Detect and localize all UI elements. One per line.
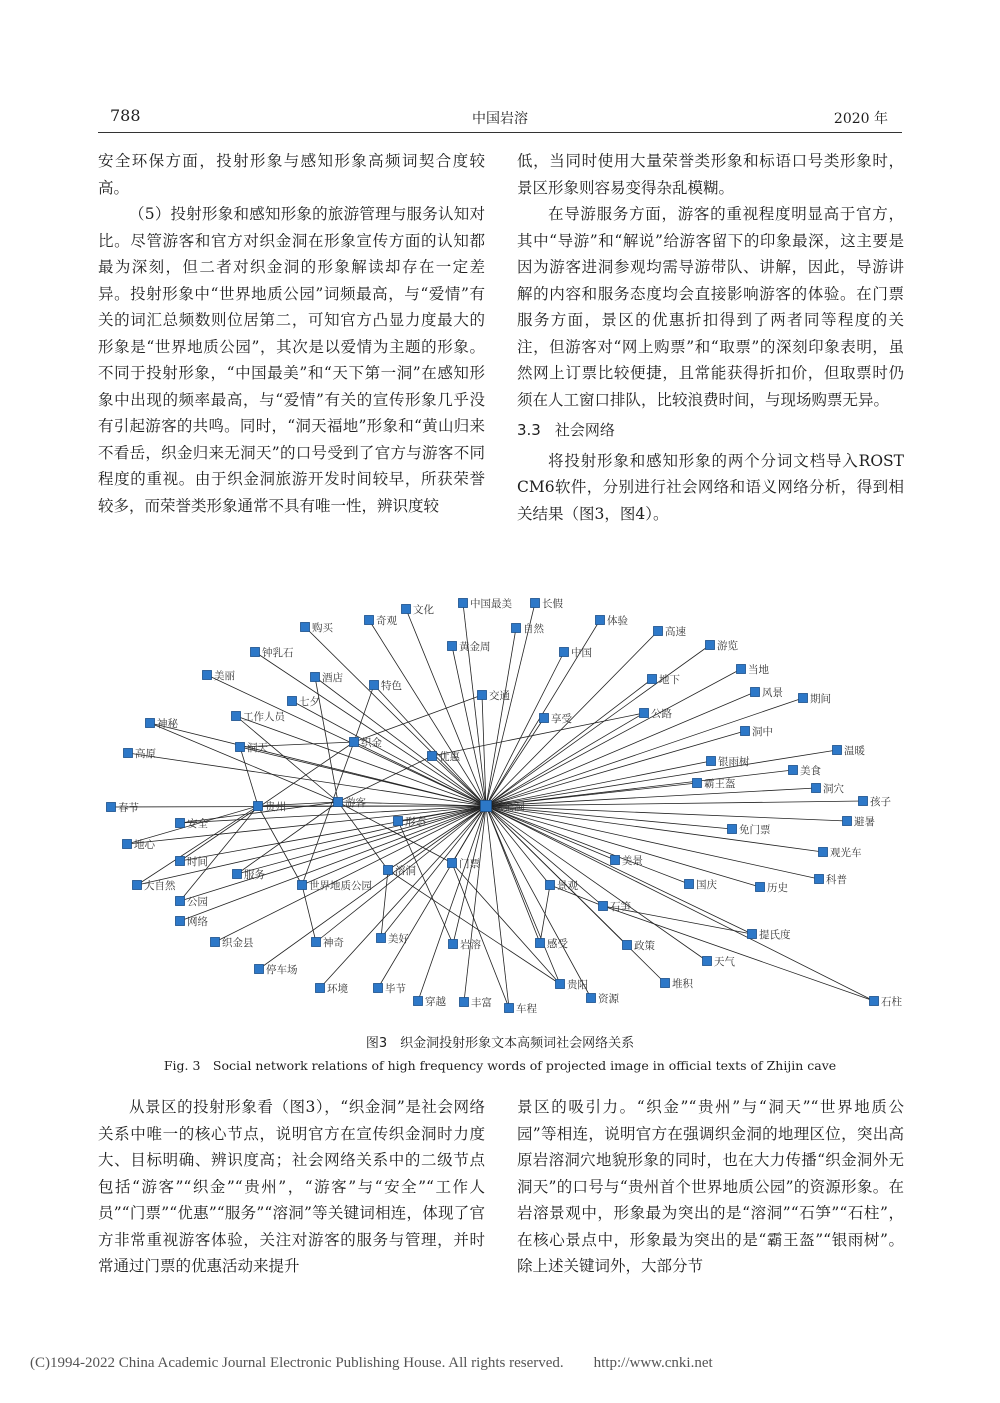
network-node-label: 酒店: [322, 672, 343, 684]
network-node-marker: [124, 749, 133, 758]
network-edge: [486, 801, 863, 806]
network-node: [748, 928, 791, 941]
page-header: [98, 104, 902, 133]
network-node-marker: [640, 709, 649, 718]
network-node-marker: [661, 979, 670, 988]
network-node-label: 奇观: [376, 615, 397, 627]
network-edge: [255, 652, 486, 806]
right-column-bottom: [517, 1094, 904, 1280]
network-node-label: 体验: [607, 615, 628, 627]
network-node-marker: [703, 957, 712, 966]
network-edge: [128, 753, 486, 806]
left-column-bottom: [98, 1094, 485, 1280]
network-edge: [354, 685, 374, 742]
network-node-label: 文化: [413, 604, 434, 616]
network-node-label: 堆积: [672, 978, 693, 990]
network-node-label: 美丽: [214, 670, 235, 682]
paragraph: 低，当同时使用大量荣誉类形象和标语口号类形象时，景区形象则容易变得杂乱模糊。: [517, 152, 904, 197]
network-node-label: 毕节: [385, 983, 406, 995]
network-node-label: 黄金周: [459, 641, 491, 653]
copyright: (C)1994-2022 China Academic Journal Electronic Publishing House. All rights reserved.: [30, 1355, 564, 1371]
network-edge: [486, 806, 591, 998]
social-network-figure: [98, 588, 908, 1028]
network-node-marker: [384, 866, 393, 875]
network-node: [556, 978, 589, 991]
network-node-label: 穿越: [425, 996, 446, 1008]
network-node-label: 科普: [826, 874, 847, 886]
network-edge: [207, 675, 486, 806]
paragraph: 从景区的投射形象看（图3），“织金洞”是社会网络关系中唯一的核心节点，说明官方在宣传织金洞时力度大、目标明确、辨识度高；社会网络关系中的二级节点包括“游客”“织金”“贵州”，“游客”与“安全”“工作人员”“门票”“优惠”“服务”“溶洞”等关键词相连，体现了官方非常重视游客体验，关注对游客的服务与管理，并时常通过门票的优惠活动来提升: [98, 1098, 485, 1275]
network-node: [661, 977, 694, 990]
network-node-marker: [540, 714, 549, 723]
network-edge: [540, 885, 550, 943]
network-node: [370, 679, 403, 692]
network-node-label: 门票: [459, 858, 480, 870]
network-node: [232, 710, 287, 723]
network-node-marker: [211, 938, 220, 947]
paragraph: 景区的吸引力。“织金”“贵州”与“洞天”“世界地质公园”等相连，说明官方在强调织金洞的地理区位，突出高原岩溶洞穴地貌形象的同时，也在大力传播“织金洞外无洞天”的口号与“贵州首个世界地质公园”的资源形象。在岩溶景观中，形象最为突出的是“溶洞”“石笋”“石柱”，在核心景点中，形象最为突出的是“霸王盔”“银雨树”。除上述关键词外，大部分节: [517, 1098, 904, 1275]
network-node-label: 享受: [551, 713, 572, 725]
network-node-marker: [394, 817, 403, 826]
network-node-label: 七夕: [299, 696, 320, 708]
network-node-marker: [693, 779, 702, 788]
network-edge: [315, 677, 486, 806]
network-node-label: 安全: [187, 818, 208, 830]
network-node-marker: [301, 623, 310, 632]
network-node-marker: [176, 917, 185, 926]
network-node-label: 岩溶: [460, 939, 481, 951]
network-node-marker: [107, 803, 116, 812]
journal-name: 中国岩溶: [472, 111, 528, 127]
network-node-label: 贵阳: [567, 979, 588, 991]
network-node: [706, 639, 739, 652]
network-node-marker: [350, 738, 359, 747]
network-edge: [320, 806, 486, 988]
network-node: [728, 823, 771, 836]
network-node: [107, 801, 140, 814]
network-node: [377, 932, 410, 945]
network-node: [374, 982, 407, 995]
network-node-label: 游客: [345, 797, 366, 809]
network-node: [741, 725, 774, 738]
network-node-label: 洞穴: [823, 783, 844, 795]
network-node-label: 游览: [717, 640, 738, 652]
network-edge: [486, 806, 874, 1001]
network-node-label: 交通: [489, 690, 510, 702]
network-edge: [374, 685, 486, 806]
network-node-label: 温暖: [844, 745, 865, 757]
network-node: [350, 736, 383, 749]
network-node: [481, 800, 525, 813]
paragraph: 将投射形象和感知形象的两个分词文档导入ROST CM6软件，分别进行社会网络和语义网络分析，得到相关结果（图3，图4）。: [517, 451, 904, 523]
network-node: [301, 621, 334, 634]
network-node-marker: [365, 616, 374, 625]
network-node-marker: [254, 802, 263, 811]
network-node: [623, 939, 656, 952]
network-node-marker: [255, 965, 264, 974]
network-node-label: 地下: [659, 674, 680, 686]
network-node: [707, 755, 750, 768]
network-node: [176, 817, 209, 830]
network-node: [640, 707, 673, 720]
network-node: [254, 800, 287, 813]
network-node-marker: [251, 648, 260, 657]
network-node: [288, 695, 321, 708]
network-node-marker: [531, 599, 540, 608]
figure-caption-cn: 图3 织金洞投射形象文本高频词社会网络关系: [365, 1036, 635, 1051]
network-node: [596, 614, 629, 627]
network-node-label: 当地: [748, 664, 769, 676]
network-node-marker: [288, 697, 297, 706]
network-edge: [486, 788, 816, 806]
network-node-marker: [232, 712, 241, 721]
network-node-marker: [481, 801, 492, 812]
network-node-marker: [648, 675, 657, 684]
network-node-label: 时间: [187, 856, 208, 868]
network-edge: [486, 806, 752, 934]
network-node: [540, 712, 573, 725]
footer: [30, 1355, 713, 1372]
network-node-marker: [478, 691, 487, 700]
network-node-marker: [377, 934, 386, 943]
network-node: [870, 995, 903, 1008]
network-node-marker: [706, 641, 715, 650]
network-node: [176, 915, 209, 928]
network-node-label: 优惠: [439, 751, 460, 763]
network-node: [312, 936, 345, 949]
network-node: [587, 992, 620, 1005]
network-node-marker: [370, 681, 379, 690]
network-node-label: 溶洞: [395, 865, 416, 877]
network-node-label: 丰富: [471, 997, 492, 1009]
section-heading: [517, 417, 904, 444]
network-node-marker: [756, 883, 765, 892]
network-node-marker: [596, 616, 605, 625]
network-node-label: 避暑: [854, 816, 875, 828]
network-node-label: 钟乳石: [262, 647, 294, 659]
network-edge: [464, 806, 486, 1002]
network-node-label: 春节: [118, 802, 139, 814]
network-node-label: 高原: [135, 748, 156, 760]
network-node-marker: [123, 840, 132, 849]
network-node: [449, 938, 482, 951]
network-node-label: 景观: [557, 880, 578, 892]
network-node: [211, 936, 254, 949]
network-node-label: 银雨树: [718, 756, 750, 768]
network-edge: [486, 806, 689, 884]
network-node-label: 网络: [187, 916, 208, 928]
network-node: [384, 864, 417, 877]
network-node-marker: [536, 939, 545, 948]
network-node-label: 服务: [244, 869, 265, 881]
network-node: [365, 614, 398, 627]
network-node-label: 停车场: [266, 964, 298, 976]
network-node-marker: [623, 941, 632, 950]
network-node-label: 国庆: [696, 879, 717, 891]
network-node-label: 织金洞: [493, 801, 525, 813]
network-node-label: 期间: [810, 693, 831, 705]
network-edge: [240, 747, 258, 806]
network-node-marker: [448, 859, 457, 868]
network-node-label: 中国最美: [470, 598, 512, 610]
network-node: [236, 742, 269, 754]
network-node-label: 免门票: [739, 824, 771, 836]
network-edge: [603, 906, 874, 1001]
network-edge: [305, 627, 486, 806]
network-node: [512, 622, 545, 635]
network-node-marker: [414, 997, 423, 1006]
network-node-marker: [374, 984, 383, 993]
network-node: [560, 646, 593, 659]
network-node-marker: [843, 817, 852, 826]
network-node-label: 地心: [134, 839, 155, 851]
network-node-label: 购买: [312, 622, 333, 634]
network-node-marker: [560, 648, 569, 657]
network-node-marker: [707, 757, 716, 766]
network-node: [703, 955, 736, 968]
network-node-label: 公园: [187, 896, 208, 908]
network-node-marker: [748, 930, 757, 939]
network-node: [693, 777, 736, 790]
network-node-marker: [751, 688, 760, 697]
network-node-label: 霸王盔: [704, 778, 736, 790]
network-node: [414, 995, 447, 1008]
network-node: [505, 1002, 538, 1015]
section-title: 社会网络: [554, 421, 615, 439]
network-node-marker: [685, 880, 694, 889]
network-node-label: 资源: [598, 993, 619, 1005]
network-node-marker: [448, 642, 457, 651]
network-node-label: 高速: [665, 626, 686, 638]
network-node-label: 历史: [767, 882, 788, 894]
network-edge: [432, 713, 644, 756]
network-edge: [406, 609, 486, 806]
network-node-label: 洞中: [752, 726, 773, 738]
network-node: [176, 896, 209, 908]
network-node-label: 中国: [571, 647, 592, 659]
network-node-label: 天气: [714, 956, 735, 968]
network-node-marker: [859, 797, 868, 806]
footer-url: http://www.cnki.net: [593, 1355, 713, 1371]
network-node: [819, 846, 862, 859]
network-node: [255, 963, 298, 976]
network-node: [546, 880, 579, 892]
network-node-label: 美食: [800, 765, 821, 777]
paragraph: 在导游服务方面，游客的重视程度明显高于官方，其中“导游”和“解说”给游客留下的印象最深，这主要是因为游客进洞参观均需导游带队、讲解，因此，导游讲解的内容和服务态度均会直接影响游客的体验。在门票服务方面，景区的优惠折扣得到了两者同等程度的关注，但游客对“网上购票”和“取票”的深刻印象表明，虽然网上订票比较便捷，且常能获得折扣价，但取票时仍须在人工窗口排队，比较浪费时间，与现场购票无异。: [517, 205, 904, 409]
network-node-label: 大自然: [144, 880, 176, 892]
network-node: [815, 873, 848, 886]
network-node-label: 观光车: [830, 847, 862, 859]
network-node-label: 风景: [762, 687, 783, 699]
right-column-top: [517, 148, 904, 527]
network-node-marker: [599, 902, 608, 911]
network-edge: [354, 695, 482, 742]
network-node-marker: [512, 624, 521, 633]
network-node-marker: [402, 605, 411, 614]
network-node: [685, 878, 718, 891]
network-node-marker: [789, 766, 798, 775]
network-node-label: 织金: [361, 737, 382, 749]
network-node-marker: [611, 856, 620, 865]
network-node-label: 石柱: [881, 996, 902, 1008]
network-node-label: 美好: [388, 933, 409, 945]
network-node-marker: [819, 848, 828, 857]
network-node: [460, 996, 493, 1009]
network-node-label: 自然: [523, 623, 544, 635]
network-node-marker: [459, 599, 468, 608]
network-node: [316, 982, 349, 995]
network-edge: [486, 628, 516, 806]
network-node: [233, 868, 266, 881]
network-node: [334, 796, 367, 809]
network-node-label: 长假: [542, 598, 563, 610]
network-node: [833, 744, 866, 757]
network-node: [843, 816, 876, 828]
network-node-marker: [176, 819, 185, 828]
network-node-marker: [176, 857, 185, 866]
network-edge: [338, 756, 432, 802]
network-node-marker: [316, 984, 325, 993]
network-node-marker: [312, 938, 321, 947]
network-node-label: 孩子: [870, 796, 891, 808]
network-node-marker: [587, 994, 596, 1003]
network-node-marker: [236, 743, 245, 752]
network-node: [859, 795, 892, 808]
network-node-label: 石笋: [610, 901, 631, 913]
left-column-top: [98, 148, 485, 519]
network-node: [536, 937, 569, 950]
network-node-label: 神秘: [157, 718, 178, 730]
network-node: [133, 879, 176, 892]
network-node: [146, 717, 179, 730]
network-node-marker: [815, 875, 824, 884]
network-node-marker: [812, 784, 821, 793]
network-node: [737, 663, 770, 676]
network-node-marker: [133, 881, 142, 890]
journal-year: 2020 年: [833, 111, 888, 127]
network-node: [459, 597, 513, 610]
network-node: [176, 855, 209, 868]
network-node: [448, 857, 481, 870]
network-node-marker: [233, 870, 242, 879]
network-node: [648, 673, 681, 686]
network-node-marker: [556, 980, 565, 989]
network-node: [756, 881, 789, 894]
network-node-label: 环境: [327, 983, 348, 995]
network-node-marker: [799, 694, 808, 703]
paragraph: （5）投射形象和感知形象的旅游管理与服务认知对比。尽管游客和官方对织金洞在形象宣传方面的认知都最为深刻，但二者对织金洞的形象解读却存在一定差异。投射形象中“世界地质公园”词频最高，与“爱情”有关的词汇总频数则位居第二，可知官方凸显力度最大的形象是“世界地质公园”，其次是以爱情为主题的形象。不同于投射形象，“中国最美”和“天下第一洞”在感知形象中出现的频率最高，与“爱情”有关的宣传形象几乎没有引起游客的共鸣。同时，“洞天福地”形象和“黄山归来不看岳，织金归来无洞天”的口号受到了官方与游客不同程度的重视。由于织金洞旅游开发时间较早，所获荣誉较多，而荣誉类形象通常不具有唯一性，辨识度较: [98, 205, 485, 515]
network-node-marker: [298, 881, 307, 890]
network-node-label: 贵州: [265, 801, 286, 813]
network-node-label: 感受: [547, 938, 568, 950]
network-node: [812, 782, 845, 795]
network-node-marker: [428, 752, 437, 761]
network-node: [799, 692, 832, 705]
network-node-label: 特色: [381, 680, 402, 692]
network-node: [124, 747, 157, 760]
network-node-marker: [203, 671, 212, 680]
network-node: [298, 879, 373, 892]
network-node-marker: [654, 627, 663, 636]
network-node-label: 神奇: [323, 937, 344, 949]
network-node: [311, 671, 344, 684]
section-number: 3.3: [517, 421, 541, 439]
network-node: [251, 646, 294, 659]
network-node-label: 车程: [516, 1003, 537, 1015]
network-node-marker: [728, 825, 737, 834]
network-node-label: 工作人员: [243, 711, 285, 723]
network-node-label: 织金县: [222, 937, 254, 949]
network-node-marker: [737, 665, 746, 674]
network-node-label: 公路: [651, 708, 672, 720]
network-node: [203, 669, 236, 682]
network-node: [428, 750, 461, 763]
network-node-marker: [460, 998, 469, 1007]
network-edge: [452, 646, 486, 806]
network-node-marker: [146, 719, 155, 728]
network-node: [654, 625, 687, 638]
network-node-marker: [833, 746, 842, 755]
network-node-marker: [505, 1004, 514, 1013]
network-node-marker: [741, 727, 750, 736]
network-node-label: 形态: [405, 816, 426, 828]
network-node-marker: [546, 881, 555, 890]
network-node: [789, 764, 822, 777]
network-node: [448, 640, 491, 653]
page-number: 788: [110, 106, 141, 125]
network-node: [751, 687, 784, 699]
network-node: [611, 854, 644, 867]
network-node-marker: [449, 940, 458, 949]
network-edge: [486, 718, 544, 806]
network-node-marker: [870, 997, 879, 1006]
paragraph: 安全环保方面，投射形象与感知形象高频词契合度较高。: [98, 152, 485, 197]
network-node-marker: [311, 673, 320, 682]
network-node-marker: [176, 897, 185, 906]
network-node-label: 提氏度: [759, 929, 791, 941]
network-node: [123, 838, 156, 851]
network-node: [531, 598, 564, 610]
figure-caption-en: Fig. 3 Social network relations of high frequency words of projected image in official texts of Zhijin cave: [163, 1058, 837, 1073]
network-node-marker: [334, 798, 343, 807]
network-node-label: 洞天: [247, 742, 268, 754]
network-edge: [486, 679, 652, 806]
network-node-label: 美景: [622, 855, 643, 867]
network-node: [402, 603, 435, 616]
network-node-label: 世界地质公园: [309, 880, 372, 892]
network-node: [599, 900, 632, 913]
network-node-label: 政策: [634, 940, 655, 952]
